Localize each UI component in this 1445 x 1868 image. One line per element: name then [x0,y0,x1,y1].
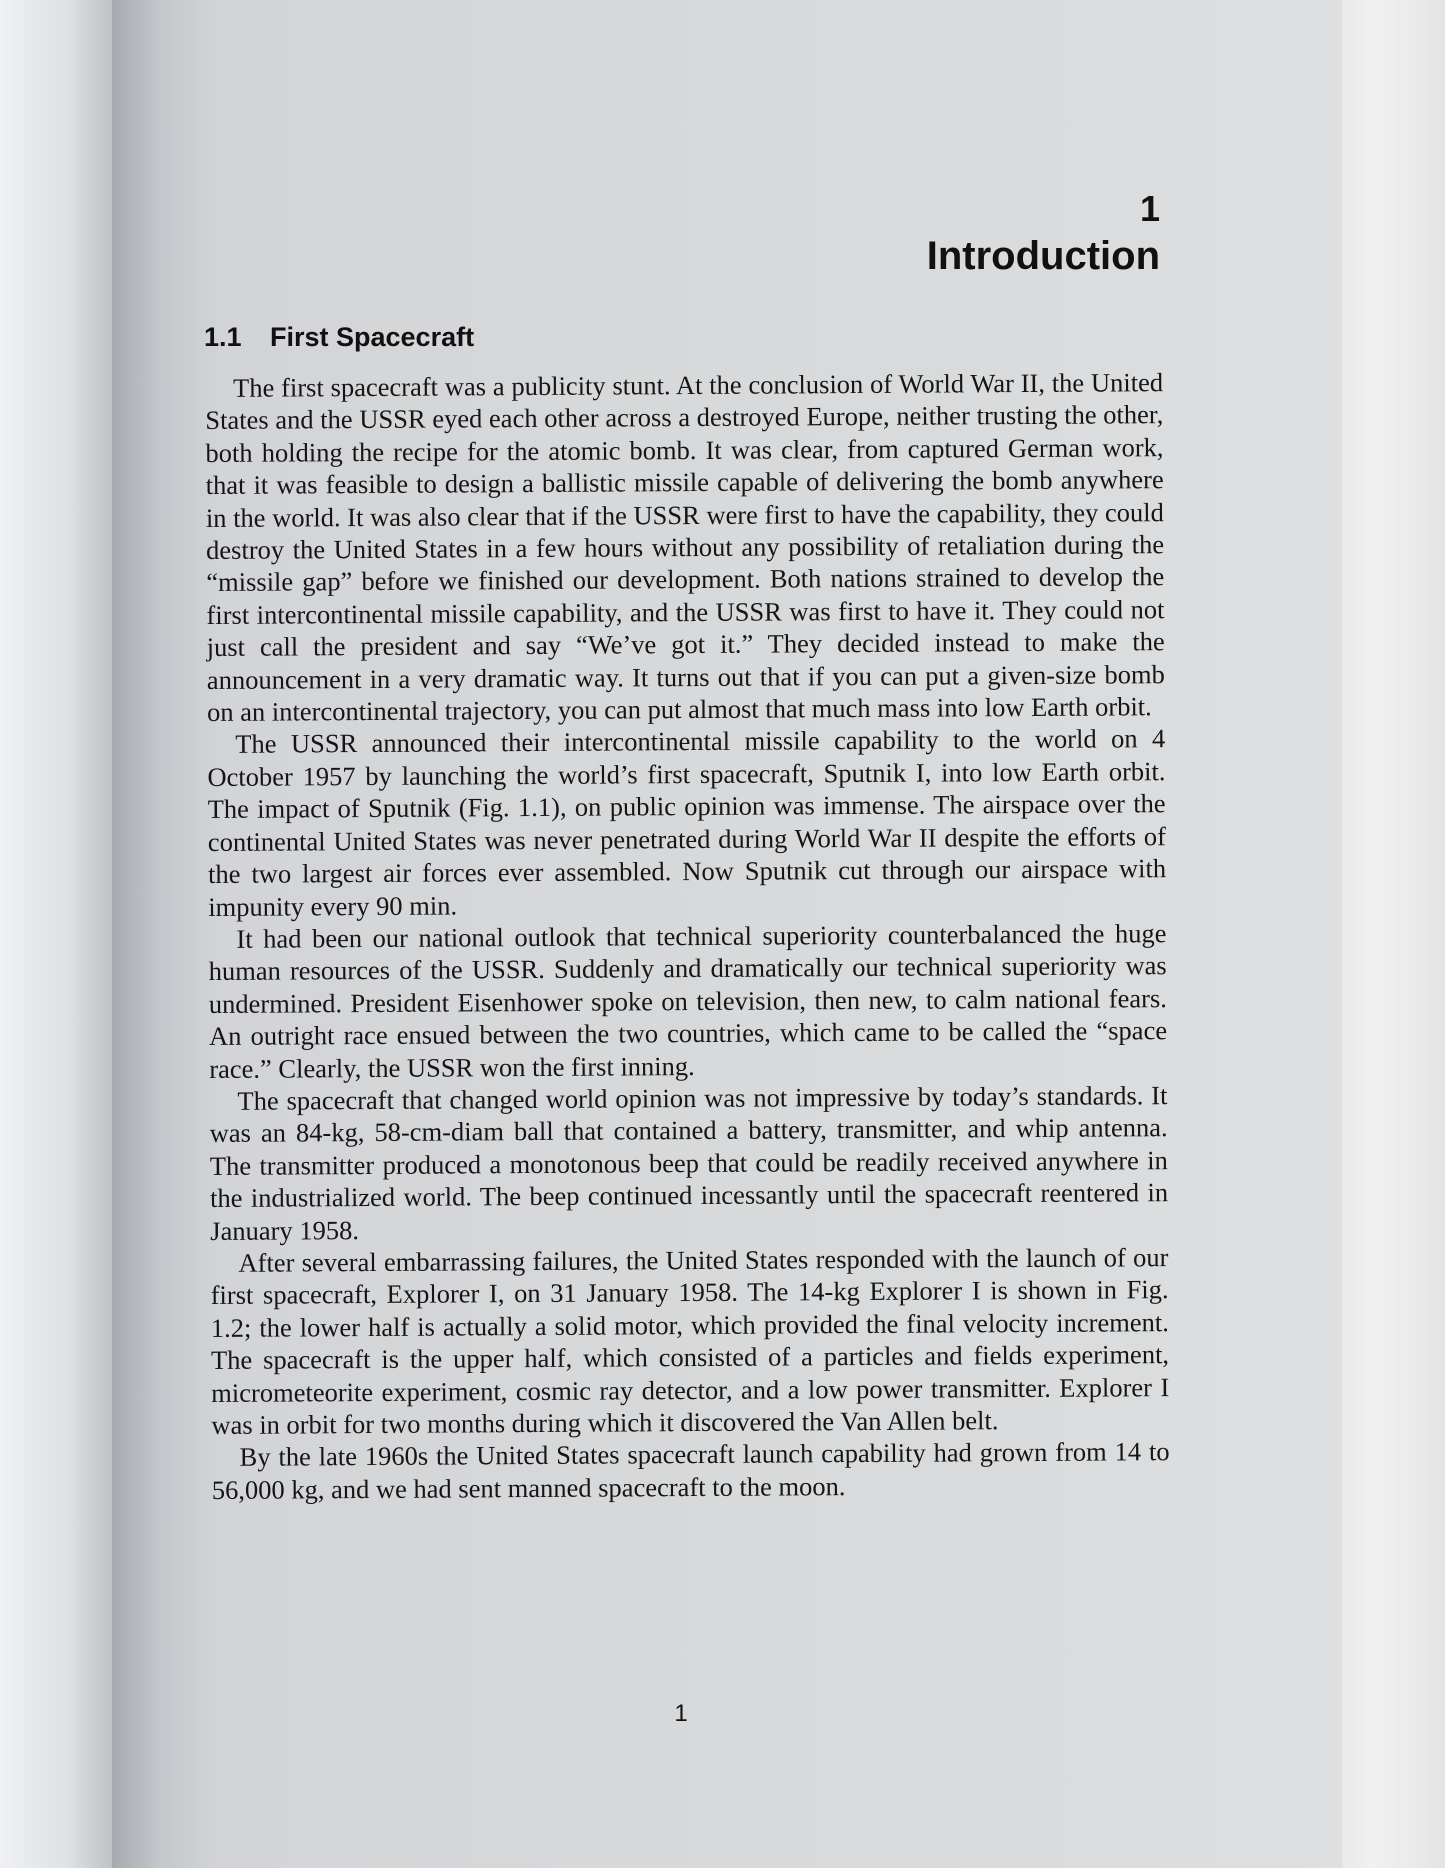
paragraph: It had been our national outlook that technical superiority counterbalanced the huge human resources of the USSR. Suddenly and dramatically our technical superiority was undermined. President Eisenhower spoke on television, then new, to calm national fears. An outright race ensued between the two countries, which came to be called the “space race.” Clearly, the USSR won the first inning. [208,918,1168,1084]
paragraph: By the late 1960s the United States spacecraft launch capability had grown from 14 to 56,000 kg, and we had sent manned spacecraft to the moon. [211,1436,1170,1505]
paragraph: The USSR announced their intercontinental missile capability to the world on 4 October 1957 by launching the world’s first spacecraft, Sputnik I, into low Earth orbit. The impact of Sputnik (Fig. 1.1), on public opinion was immense. The airspace over the continental United States was never penetrated during World War II despite the efforts of the two largest air forces ever assembled. Now Sputnik cut through our airspace with impunity every 90 min. [207,723,1167,922]
paragraph: The first spacecraft was a publicity stunt. At the conclusion of World War II, the United States and the USSR eyed each other across a destroyed Europe, neither trusting the other, both holding the recipe for the atomic bomb. It was clear, from captured German work, that it was feasible to design a ballistic missile capable of delivering the bomb anywhere in the world. It was also clear that if the USSR were first to have the capability, they could destroy the United States in a few hours without any possibility of retaliation during the “missile gap” before we finished our development. Both nations strained to develop the first intercontinental missile capability, and the USSR was first to have it. They could not just call the president and say “We’ve got it.” They decided instead to make the announcement in a very dramatic way. It turns out that if you can put a given-size bomb on an intercontinental trajectory, you can put almost that much mass into low Earth orbit. [205,367,1165,728]
chapter-number: 1 [1139,188,1160,229]
facing-page-edge [0,0,120,1868]
page-number: 1 [674,1700,688,1727]
paragraph: After several embarrassing failures, the United States responded with the launch of our first spacecraft, Explorer I, on 31 January 1958. The 14-kg Explorer I is shown in Fig. 1.2; the lower half is actually a solid motor, which provided the final velocity increment. The spacecraft is the upper half, which consisted of a particles and fields experiment, micrometeorite experiment, cosmic ray detector, and a low power transmitter. Explorer I was in orbit for two months during which it discovered the Van Allen belt. [210,1242,1170,1440]
section-heading [204,322,474,353]
section-number: 1.1 [204,322,242,352]
page-stack-edge [1342,0,1445,1868]
chapter-title: Introduction [926,234,1160,278]
section-title: First Spacecraft [270,322,475,352]
body-text [205,366,1170,1506]
paragraph: The spacecraft that changed world opinion was not impressive by today’s standards. It was an 84-kg, 58-cm-diam ball that contained a battery, transmitter, and whip antenna. The transmitter produced a monotonous beep that could be readily received anywhere in the industrialized world. The beep continued incessantly until the spacecraft reentered in January 1958. [209,1080,1169,1246]
